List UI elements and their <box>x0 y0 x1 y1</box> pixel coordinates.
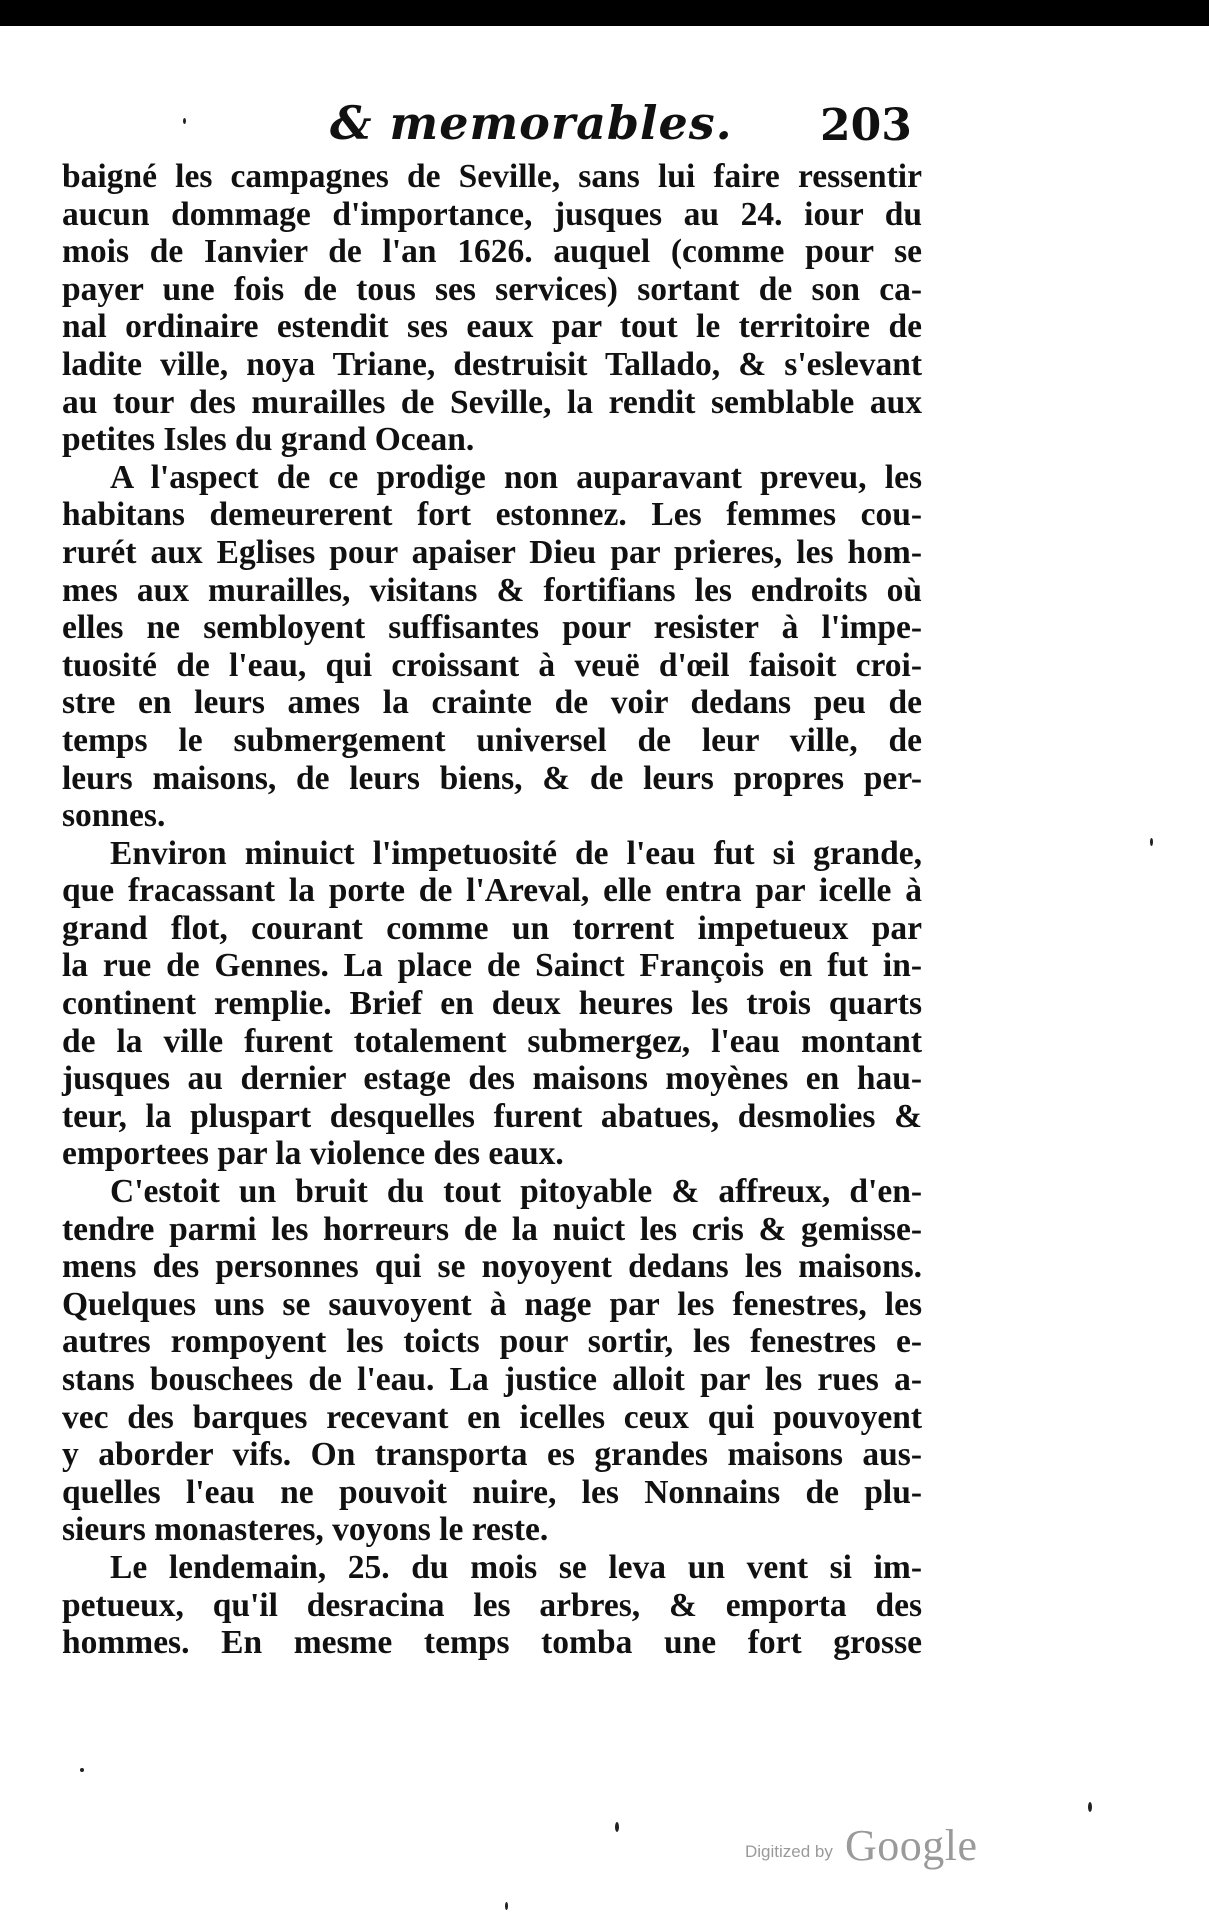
text-line: mes aux murailles, visitans & fortifians les endroits où <box>62 571 922 609</box>
text-line: au tour des murailles de Seville, la rendit semblable aux <box>62 383 922 421</box>
scan-speck <box>80 1768 84 1772</box>
text-line: Quelques uns se sauvoyent à nage par les fenestres, les <box>62 1285 922 1323</box>
scan-speck <box>505 1902 508 1910</box>
paragraph-1 <box>62 158 922 459</box>
text-line: emportees par la violence des eaux. <box>62 1135 564 1173</box>
text-line: petueux, qu'il desracina les arbres, & emporta des <box>62 1586 922 1624</box>
watermark-prefix: Digitized by <box>745 1842 833 1861</box>
text-line: leurs maisons, de leurs biens, & de leurs propres per- <box>62 759 922 797</box>
text-line: la rue de Gennes. La place de Sainct François en fut in- <box>62 947 922 985</box>
paragraph-5 <box>62 1549 922 1662</box>
text-line: habitans demeurerent fort estonnez. Les femmes cou- <box>62 496 922 534</box>
text-line: elles ne sembloyent suffisantes pour resister à l'impe- <box>62 609 922 647</box>
text-line: aucun dommage d'importance, jusques au 24. iour du <box>62 195 922 233</box>
scan-speck <box>1150 838 1153 846</box>
text-line: sonnes. <box>62 797 166 835</box>
text-line: autres rompoyent les toicts pour sortir, les fenestres e- <box>62 1323 922 1361</box>
text-line: y aborder vifs. On transporta es grandes maisons aus- <box>62 1436 922 1474</box>
text-line: nal ordinaire estendit ses eaux par tout le territoire de <box>62 308 922 346</box>
scan-top-border <box>0 0 1209 26</box>
text-line: baigné les campagnes de Seville, sans lui faire ressentir <box>62 158 922 195</box>
text-line: sieurs monasteres, voyons le reste. <box>62 1511 549 1549</box>
text-line: rurét aux Eglises pour apaiser Dieu par prieres, les hom- <box>62 533 922 571</box>
text-line: C'estoit un bruit du tout pitoyable & affreux, d'en- <box>110 1173 922 1211</box>
text-line: hommes. En mesme temps tomba une fort grosse <box>62 1624 922 1662</box>
text-line: mois de Ianvier de l'an 1626. auquel (comme pour se <box>62 233 922 271</box>
scan-speck <box>1088 1802 1092 1812</box>
scan-speck <box>183 118 186 124</box>
text-line: Le lendemain, 25. du mois se leva un vent si im- <box>110 1548 922 1586</box>
body-text <box>62 158 922 1662</box>
text-line: continent remplie. Brief en deux heures les trois quarts <box>62 985 922 1023</box>
text-line: ladite ville, noya Triane, destruisit Tallado, & s'eslevant <box>62 345 922 383</box>
text-line: payer une fois de tous ses services) sortant de son ca- <box>62 270 922 308</box>
running-title: & memorables. <box>330 96 733 150</box>
text-line: que fracassant la porte de l'Areval, elle entra par icelle à <box>62 872 922 910</box>
paragraph-3 <box>62 835 922 1173</box>
text-line: tuosité de l'eau, qui croissant à veuë d'œil faisoit croi- <box>62 646 922 684</box>
digitized-by-google-watermark <box>745 1820 1005 1870</box>
text-line: stre en leurs ames la crainte de voir dedans peu de <box>62 684 922 722</box>
text-line: mens des personnes qui se noyoyent dedans les maisons. <box>62 1248 922 1286</box>
text-line: tendre parmi les horreurs de la nuict les cris & gemisse- <box>62 1210 922 1248</box>
paragraph-2 <box>62 459 922 835</box>
page-header <box>0 96 1209 166</box>
scan-speck <box>615 1822 619 1832</box>
google-logo: Google <box>845 1821 978 1870</box>
text-line: temps le submergement universel de leur ville, de <box>62 721 922 759</box>
text-line: Environ minuict l'impetuosité de l'eau fut si grande, <box>110 834 922 872</box>
text-line: quelles l'eau ne pouvoit nuire, les Nonnains de plu- <box>62 1473 922 1511</box>
text-line: teur, la pluspart desquelles furent abatues, desmolies & <box>62 1097 922 1135</box>
text-line: A l'aspect de ce prodige non auparavant preveu, les <box>110 458 922 496</box>
paragraph-4 <box>62 1173 922 1549</box>
text-line: grand flot, courant comme un torrent impetueux par <box>62 909 922 947</box>
text-line: jusques au dernier estage des maisons moyènes en hau- <box>62 1060 922 1098</box>
page-number: 203 <box>820 100 912 151</box>
text-line: de la ville furent totalement submergez, l'eau montant <box>62 1022 922 1060</box>
text-line: stans bouschees de l'eau. La justice alloit par les rues a- <box>62 1361 922 1398</box>
text-line: vec des barques recevant en icelles ceux qui pouvoyent <box>62 1398 922 1436</box>
text-line: petites Isles du grand Ocean. <box>62 421 475 459</box>
